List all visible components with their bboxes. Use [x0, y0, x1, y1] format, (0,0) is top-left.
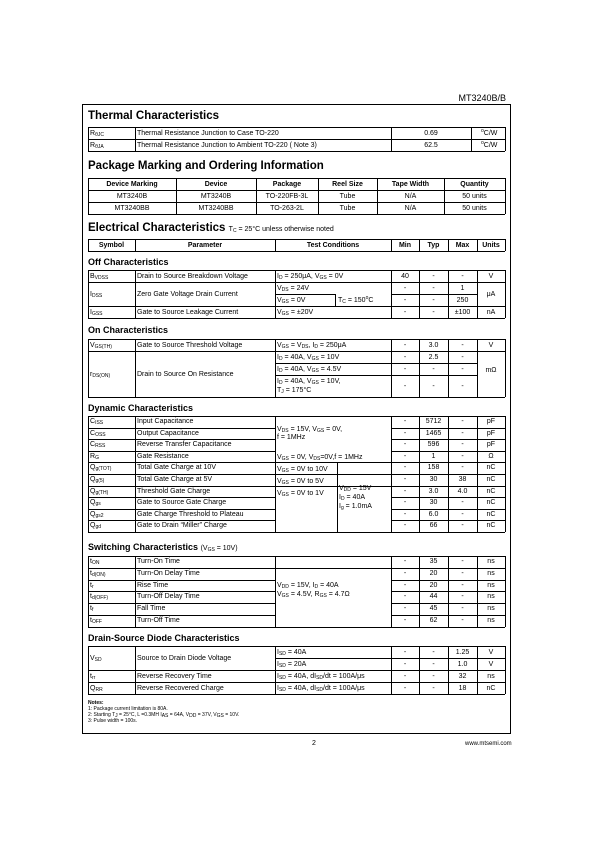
- rule: [505, 178, 506, 214]
- rule: [135, 270, 136, 318]
- symbol-igss: $I_{GSS}$: [90, 309, 103, 317]
- typ-cell: 1465: [425, 429, 442, 437]
- marking-header-cell: Package: [272, 181, 302, 188]
- rule: [135, 339, 136, 397]
- param-cell: Drain to Source On Resistance: [137, 371, 234, 378]
- symbol-bvdss: $B_{VDSS}$: [90, 273, 109, 281]
- typ-cell: 66: [429, 522, 438, 530]
- typ-cell: 1: [431, 452, 436, 460]
- unit-cell: μA: [486, 291, 496, 298]
- param-cell: Reverse Recovery Time: [137, 673, 212, 680]
- rule: [88, 190, 505, 191]
- max-cell: -: [461, 366, 464, 373]
- typ-cell: -: [432, 273, 435, 280]
- symbol-idss: $I_{DSS}$: [90, 291, 103, 299]
- page-number: 2: [312, 740, 316, 747]
- rule: [88, 646, 505, 647]
- min-cell: -: [403, 464, 407, 472]
- marking-cell: MT3240B: [200, 193, 232, 200]
- symbol-cell: $Q_{gs2}$: [90, 510, 104, 519]
- gate-charge-condition: $V_{GS} = 0V$ to 5V: [277, 478, 324, 486]
- min-cell: -: [403, 605, 407, 613]
- cond-cell: $I_D = 40A$, $V_{GS} = 10V$: [277, 354, 340, 362]
- gate-charge-side-condition: $V_{DD} = 15V$: [339, 485, 372, 493]
- symbol-cell: $R_G$: [90, 452, 99, 461]
- switching-characteristics-title: Switching Characteristics $(V_{GS} = 10V)$: [88, 542, 238, 553]
- max-cell: 4.0: [457, 487, 468, 495]
- max-cell: -: [461, 418, 464, 425]
- typ-cell: 30: [429, 499, 438, 507]
- electrical-condition: $T_C = 25^\circ C$ unless otherwise noted: [228, 226, 334, 234]
- electrical-header-cell: Min: [398, 242, 412, 249]
- min-cell: -: [403, 661, 407, 668]
- rule: [505, 339, 506, 397]
- electrical-header-cell: Test Conditions: [306, 242, 360, 249]
- typ-cell: -: [432, 383, 435, 390]
- symbol-cell: $t_{OFF}$: [90, 617, 102, 625]
- unit-cell: V: [488, 342, 494, 349]
- off-characteristics-title: Off Characteristics: [88, 257, 169, 267]
- rule: [88, 416, 89, 532]
- symbol-cell: $t_{d(OFF)}$: [90, 593, 109, 602]
- cond-cell: $T_J = 175^\circ C$: [277, 387, 312, 395]
- rule: [88, 615, 275, 616]
- param-cell: Gate to Drain “Miller” Charge: [137, 522, 227, 530]
- rule: [88, 282, 505, 283]
- param-cell: Gate Resistance: [137, 452, 189, 460]
- on-characteristics-title: On Characteristics: [88, 325, 169, 335]
- rule: [88, 270, 505, 271]
- rule: [505, 646, 506, 694]
- gate-charge-condition: $V_{GS} = 0V$ to 10V: [277, 466, 328, 474]
- electrical-title: Electrical Characteristics $T_C = 25^\circ C$ unless otherwise noted: [88, 222, 334, 234]
- unit-cell: nC: [486, 476, 496, 483]
- rule: [505, 127, 506, 151]
- param-cell: Gate to Source Threshold Voltage: [137, 342, 243, 349]
- marking-header-cell: Device: [204, 181, 228, 188]
- max-cell: -: [461, 354, 464, 361]
- typ-cell: 35: [429, 558, 438, 565]
- min-cell: -: [403, 558, 407, 565]
- rule: [88, 339, 89, 397]
- min-cell: -: [403, 383, 407, 390]
- capacitance-conditions-freq: f = 1MHz: [277, 434, 306, 441]
- marking-header-cell: Device Marking: [106, 181, 158, 188]
- unit-cell: mΩ: [485, 367, 497, 374]
- rule: [88, 351, 505, 352]
- rule: [88, 682, 505, 683]
- symbol-cell: $t_{ON}$: [90, 558, 100, 566]
- rule: [88, 127, 505, 128]
- marking-cell: N/A: [404, 193, 417, 200]
- max-cell: -: [461, 581, 464, 589]
- rule: [275, 294, 335, 295]
- notes-title: Notes:: [88, 700, 104, 706]
- marking-title: Package Marking and Ordering Information: [88, 160, 324, 172]
- unit-cell: ns: [487, 605, 495, 613]
- switching-condition: $(V_{GS} = 10V)$: [200, 545, 238, 553]
- symbol-trr: $t_{rr}$: [90, 673, 96, 681]
- min-cell: -: [403, 569, 407, 577]
- marking-cell: Tube: [339, 193, 356, 200]
- max-cell: -: [461, 383, 464, 390]
- max-cell: 1: [460, 285, 465, 292]
- symbol-cell: $Q_{g(TOT)}$: [90, 464, 112, 473]
- marking-header-cell: Tape Width: [391, 181, 430, 188]
- marking-cell: N/A: [404, 205, 417, 212]
- min-cell: -: [403, 581, 407, 589]
- typ-cell: 20: [429, 569, 438, 577]
- max-cell: -: [461, 593, 464, 601]
- rule: [88, 556, 89, 627]
- cond-cell: $I_D = 250\mu A$, $V_{GS} = 0V$: [277, 273, 344, 281]
- typ-cell: 158: [427, 464, 440, 472]
- rule: [135, 416, 136, 532]
- param-cell: Gate to Source Leakage Current: [137, 309, 239, 316]
- min-cell: -: [403, 285, 407, 292]
- symbol-vgsth: $V_{GS(TH)}$: [90, 342, 112, 350]
- symbol-cell: $C_{OSS}$: [90, 429, 106, 438]
- max-cell: -: [461, 429, 464, 437]
- param-cell: Gate to Source Gate Charge: [137, 499, 227, 507]
- param-cell: Reverse Recovered Charge: [137, 685, 224, 692]
- unit-cell: ns: [487, 673, 495, 680]
- typ-cell: -: [432, 661, 435, 668]
- unit-cell: nC: [486, 685, 496, 692]
- min-cell: -: [403, 342, 407, 349]
- param-cell: Zero Gate Voltage Drain Current: [137, 291, 238, 298]
- min-cell: -: [403, 510, 407, 518]
- switching-conditions: $V_{GS} = 4.5V$, $R_{GS} = 4.7\Omega$: [277, 591, 350, 599]
- marking-cell: 50 units: [462, 205, 487, 212]
- capacitance-conditions: $V_{DS} = 15V$, $V_{GS} = 0V$,: [277, 426, 343, 434]
- typ-cell: -: [432, 297, 435, 304]
- gate-charge-side-condition: $I_D = 40A$: [339, 494, 366, 502]
- param-cell: Turn-On Time: [137, 558, 180, 565]
- rule: [275, 363, 477, 364]
- thermal-value: 62.5: [424, 142, 438, 149]
- max-cell: 250: [456, 297, 469, 304]
- symbol-rdson: $r_{DS(ON)}$: [90, 371, 111, 379]
- typ-cell: 45: [429, 605, 438, 613]
- rule: [88, 627, 505, 628]
- unit-cell: V: [488, 649, 494, 656]
- rule: [275, 375, 477, 376]
- unit-cell: ns: [487, 617, 495, 624]
- marking-cell: TO-263-2L: [270, 205, 304, 212]
- rule: [505, 556, 506, 627]
- typ-cell: 30: [429, 476, 438, 483]
- max-cell: -: [461, 522, 464, 530]
- unit-cell: Ω: [488, 452, 494, 460]
- min-cell: -: [403, 673, 407, 680]
- typ-cell: 2.5: [428, 354, 439, 361]
- symbol-qrr: $Q_{RR}$: [90, 685, 103, 693]
- max-cell: 32: [458, 673, 467, 680]
- symbol-cell: $C_{RSS}$: [90, 441, 106, 450]
- part-number-header: MT3240B/B: [458, 93, 506, 103]
- min-cell: -: [403, 452, 407, 460]
- rule: [88, 306, 505, 307]
- marking-header-cell: Reel Size: [332, 181, 363, 188]
- unit-cell: pF: [486, 441, 496, 449]
- rule: [88, 178, 505, 179]
- max-cell: -: [461, 510, 464, 518]
- cond-cell: $I_{SD} = 40A$, $dI_{SD}/dt = 100A/\mu s$: [277, 673, 365, 681]
- min-cell: 40: [401, 273, 409, 280]
- rule: [88, 239, 505, 240]
- electrical-header-cell: Units: [482, 242, 500, 249]
- max-cell: 38: [458, 476, 467, 483]
- electrical-header-cell: Max: [455, 242, 470, 249]
- rule: [275, 339, 276, 397]
- min-cell: -: [403, 441, 407, 449]
- marking-cell: Tube: [339, 205, 356, 212]
- rule: [88, 397, 505, 398]
- min-cell: -: [403, 649, 407, 656]
- unit-cell: nC: [486, 522, 496, 530]
- typ-cell: -: [432, 366, 435, 373]
- rule: [88, 251, 505, 252]
- min-cell: -: [403, 685, 407, 692]
- max-cell: 1.0: [457, 661, 468, 668]
- cond-cell: $I_D = 40A$, $V_{GS} = 10V$,: [277, 378, 341, 386]
- max-cell: -: [461, 499, 464, 507]
- electrical-header-cell: Typ: [427, 242, 440, 249]
- thermal-value: 0.69: [424, 130, 438, 137]
- typ-cell: -: [432, 685, 435, 692]
- thermal-symbol: $R_{\theta JA}$: [90, 142, 104, 150]
- rule: [88, 270, 89, 318]
- unit-cell: pF: [486, 418, 496, 425]
- thermal-parameter: Thermal Resistance Junction to Ambient TO-220 ( Note 3): [137, 142, 317, 149]
- rule: [88, 139, 505, 140]
- unit-cell: V: [488, 661, 494, 668]
- rule: [88, 127, 89, 151]
- cond-cell: $I_D = 40A$, $V_{GS} = 4.5V$: [277, 366, 342, 374]
- min-cell: -: [403, 429, 407, 437]
- electrical-header-cell: Symbol: [98, 242, 125, 249]
- symbol-cell: $Q_{g(5)}$: [90, 476, 105, 484]
- param-cell: Rise Time: [137, 581, 169, 589]
- diode-characteristics-title: Drain-Source Diode Characteristics: [88, 633, 240, 643]
- cond-cell: $T_C = 150^oC$: [338, 295, 374, 305]
- rule: [337, 462, 338, 532]
- max-cell: -: [461, 617, 464, 624]
- min-cell: -: [403, 354, 407, 361]
- cond-cell: $V_{GS} = V_{DS}$, $I_D = 250\mu A$: [277, 342, 347, 350]
- typ-cell: -: [432, 285, 435, 292]
- unit-cell: V: [488, 273, 494, 280]
- rule: [275, 646, 276, 694]
- rule: [275, 556, 276, 627]
- thermal-unit: $^o$C/W: [481, 140, 498, 149]
- dynamic-characteristics-title: Dynamic Characteristics: [88, 403, 194, 413]
- max-cell: 1.25: [455, 649, 470, 656]
- symbol-cell: $Q_{gs}$: [90, 499, 101, 508]
- marking-cell: MT3240B: [116, 193, 148, 200]
- min-cell: -: [403, 593, 407, 601]
- website-link[interactable]: www.mtsemi.com: [465, 741, 512, 747]
- param-cell: Source to Drain Diode Voltage: [137, 655, 232, 662]
- min-cell: -: [403, 522, 407, 530]
- min-cell: -: [403, 418, 407, 425]
- min-cell: -: [403, 309, 407, 316]
- rule: [135, 556, 136, 627]
- param-cell: Gate Charge Threshold to Plateau: [137, 510, 244, 518]
- symbol-cell: $C_{ISS}$: [90, 418, 104, 426]
- param-cell: Turn-Off Delay Time: [137, 593, 200, 601]
- unit-cell: ns: [487, 569, 495, 577]
- rule: [505, 239, 506, 251]
- max-cell: -: [461, 342, 464, 349]
- max-cell: -: [461, 452, 464, 460]
- rule: [471, 127, 472, 151]
- rule: [88, 532, 505, 533]
- min-cell: -: [403, 487, 407, 495]
- unit-cell: pF: [486, 429, 496, 437]
- cond-cell: $I_{SD} = 40A$, $dI_{SD}/dt = 100A/\mu s$: [277, 685, 365, 693]
- rule: [275, 658, 505, 659]
- cond-cell: $I_{SD} = 40A$: [277, 649, 307, 657]
- marking-cell: MT3240BB: [198, 205, 234, 212]
- min-cell: -: [403, 297, 407, 304]
- min-cell: -: [403, 499, 407, 507]
- param-cell: Total Gate Charge at 5V: [137, 476, 213, 483]
- rule: [88, 151, 505, 152]
- symbol-cell: $t_f$: [90, 605, 94, 614]
- unit-cell: nC: [486, 499, 496, 507]
- note-2: 2: Starting $T_J = 25^\circ C$, L =0.3MH $I_{AS} = 64A$, $V_{DD} = 37V$, $V_{GS} = 10V$.: [88, 712, 240, 719]
- unit-cell: nA: [486, 309, 496, 316]
- max-cell: -: [461, 273, 464, 280]
- rule: [275, 416, 276, 532]
- param-cell: Reverse Transfer Capacitance: [137, 441, 232, 449]
- typ-cell: 5712: [425, 418, 442, 425]
- param-cell: Fall Time: [137, 605, 166, 613]
- rule: [88, 670, 505, 671]
- note-1: 1: Package current limitation is 80A.: [88, 706, 168, 712]
- cond-cell: $V_{GS} = \pm 20V$: [277, 309, 314, 317]
- unit-cell: ns: [487, 593, 495, 601]
- unit-cell: ns: [487, 558, 495, 565]
- rule: [505, 416, 506, 532]
- max-cell: 18: [458, 685, 467, 692]
- rule: [88, 339, 505, 340]
- max-cell: -: [461, 558, 464, 565]
- rule: [135, 646, 136, 694]
- typ-cell: 6.0: [428, 510, 439, 518]
- marking-cell: TO-220FB-3L: [265, 193, 309, 200]
- typ-cell: 44: [429, 593, 438, 601]
- typ-cell: 62: [429, 617, 438, 624]
- symbol-vsd: $V_{SD}$: [90, 655, 102, 663]
- cond-cell: $V_{GS} = 0V$: [277, 297, 306, 305]
- symbol-cell: $t_{d(ON)}$: [90, 569, 106, 578]
- gate-charge-side-condition: $I_g = 1.0mA$: [339, 503, 372, 511]
- unit-cell: nC: [486, 510, 496, 518]
- unit-cell: ns: [487, 581, 495, 589]
- rule: [88, 580, 275, 581]
- unit-cell: nC: [486, 464, 496, 472]
- max-cell: -: [461, 569, 464, 577]
- typ-cell: -: [432, 673, 435, 680]
- thermal-title: Thermal Characteristics: [88, 110, 220, 122]
- param-cell: Drain to Source Breakdown Voltage: [137, 273, 248, 280]
- rule: [88, 318, 505, 319]
- marking-cell: MT3240BB: [114, 205, 150, 212]
- switching-conditions: $V_{DD} = 15V$, $I_D = 40A$: [277, 582, 339, 590]
- gate-resistance-conditions: $V_{GS} = 0V$, $V_{DS}=0V,f = 1MHz$: [277, 454, 363, 462]
- rule: [88, 214, 505, 215]
- max-cell: -: [461, 605, 464, 613]
- typ-cell: 3.0: [428, 487, 439, 495]
- typ-cell: 3.0: [428, 342, 439, 349]
- rule: [88, 202, 505, 203]
- rule: [275, 270, 276, 318]
- max-cell: -: [461, 464, 464, 472]
- typ-cell: 20: [429, 581, 438, 589]
- min-cell: -: [403, 366, 407, 373]
- rule: [135, 127, 136, 151]
- min-cell: -: [403, 617, 407, 624]
- symbol-cell: $Q_{gd}$: [90, 522, 102, 531]
- param-cell: Turn-On Delay Time: [137, 569, 200, 577]
- unit-cell: nC: [486, 487, 496, 495]
- thermal-parameter: Thermal Resistance Junction to Case TO-220: [137, 130, 279, 137]
- rule: [88, 603, 275, 604]
- rule: [505, 270, 506, 318]
- thermal-unit: $^o$C/W: [481, 128, 498, 137]
- symbol-cell: $Q_{g(TH)}$: [90, 487, 109, 496]
- note-3: 3: Pulse width = 100s.: [88, 718, 138, 724]
- rule: [335, 294, 336, 306]
- rule: [88, 694, 505, 695]
- rule: [391, 294, 477, 295]
- param-cell: Output Capacitance: [137, 429, 199, 437]
- thermal-symbol: $R_{\theta JC}$: [90, 130, 104, 138]
- electrical-header-cell: Parameter: [187, 242, 223, 249]
- typ-cell: 596: [427, 441, 440, 449]
- marking-cell: 50 units: [462, 193, 487, 200]
- cond-cell: $V_{DS} = 24V$: [277, 285, 310, 293]
- min-cell: -: [403, 476, 407, 483]
- param-cell: Turn-Off Time: [137, 617, 180, 624]
- notes: [88, 700, 239, 724]
- cond-cell: $I_{SD} = 20A$: [277, 661, 307, 669]
- rule: [88, 646, 89, 694]
- gate-charge-condition: $V_{GS} = 0V$ to 1V: [277, 490, 324, 498]
- param-cell: Threshold Gate Charge: [137, 487, 211, 495]
- param-cell: Total Gate Charge at 10V: [137, 464, 216, 472]
- typ-cell: -: [432, 649, 435, 656]
- typ-cell: -: [432, 309, 435, 316]
- marking-header-cell: Quantity: [460, 181, 489, 188]
- max-cell: -: [461, 441, 464, 449]
- max-cell: ±100: [454, 309, 471, 316]
- param-cell: Input Capacitance: [137, 418, 194, 425]
- symbol-cell: $t_r$: [90, 581, 94, 590]
